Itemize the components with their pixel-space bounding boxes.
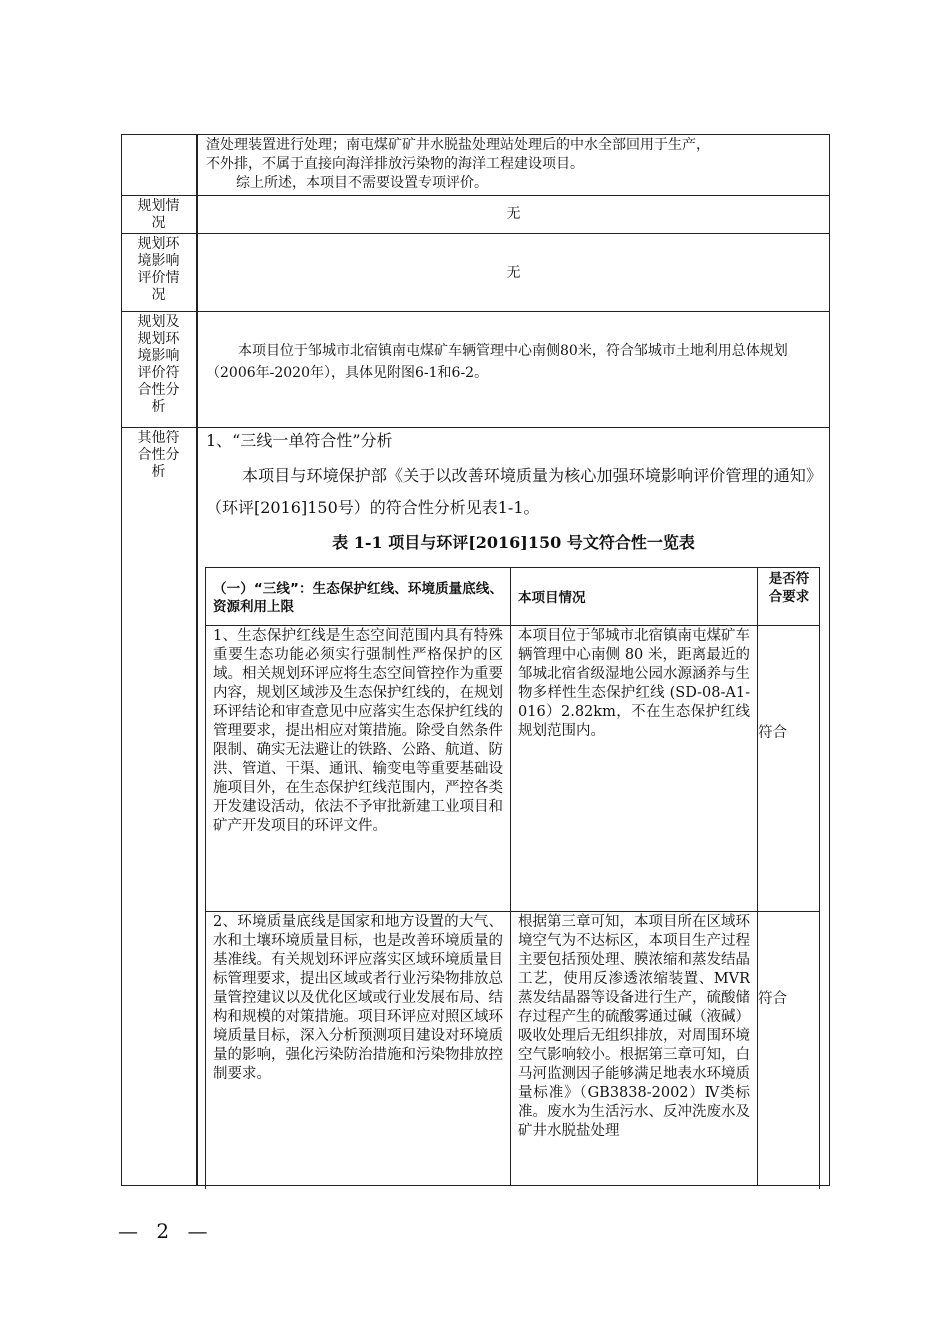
requirement-environmental-quality: 2、环境质量底线是国家和地方设置的大气、水和土壤环境质量目标，也是改善环境质量的基准线。有关规划环评应落实区域环境质量目标管理要求，提出区域或者行业污染物排放总量管控建议以及优化区域或行业发展布局、结构和规模的对策措施。项目环评应对照区域环境质量目标，深入分析预测项目建设对环境质量的影响，强化污染防治措施和污染物排放控制要求。	[213, 914, 503, 1082]
label-column-divider	[196, 134, 198, 1186]
header-requirement: （一）“三线”：生态保护红线、环境质量底线、资源利用上限	[213, 581, 503, 615]
result-environmental-quality: 符合	[758, 991, 787, 1007]
compliance-row-divider	[205, 911, 820, 912]
planning-eia-value: 无	[506, 265, 521, 281]
continued-text-line-2: 不外排，不属于直接向海洋排放污染物的海洋工程建设项目。	[206, 156, 584, 172]
analysis-paragraph: 本项目与环境保护部《关于以改善环境质量为核心加强环境影响评价管理的通知》（环评[2016]150号）的符合性分析见表1-1。	[206, 466, 822, 517]
continued-text-line-1: 渣处理装置进行处理；南屯煤矿矿井水脱盐处理站处理后的中水全部回用于生产，	[206, 137, 710, 153]
compliance-row-divider	[205, 625, 820, 626]
compliance-column-divider	[757, 567, 758, 1186]
conformity-text: 本项目位于邹城市北宿镇南屯煤矿车辆管理中心南侧80米，符合邹城市土地利用总体规划（2006年-2020年），具体见附图6-1和6-2。	[206, 343, 788, 381]
project-ecological-redline: 本项目位于邹城市北宿镇南屯煤矿车辆管理中心南侧 80 米，距离最近的邹城北宿省级湿地公园水源涵养与生物多样性生态保护红线 (SD-08-A1-016）2.82km，不在生态保护红线规划范围内。	[518, 628, 750, 739]
planning-label: 规划情况	[137, 198, 180, 231]
planning-value: 无	[506, 206, 521, 222]
row-divider	[121, 427, 830, 428]
continued-text-line-3: 综上所述，本项目不需要设置专项评价。	[236, 175, 488, 191]
page-number: — 2 —	[118, 1219, 214, 1243]
result-ecological-redline: 符合	[758, 725, 787, 741]
section-heading: 1、“三线一单符合性”分析	[206, 431, 393, 450]
row-divider	[121, 311, 830, 312]
conformity-label: 规划及规划环境影响评价符合性分析	[137, 314, 180, 415]
row-divider	[121, 195, 830, 196]
row-divider	[121, 233, 830, 234]
compliance-column-divider	[510, 567, 511, 1186]
other-analysis-label: 其他符合性分析	[137, 430, 180, 480]
header-project-status: 本项目情况	[518, 590, 586, 606]
requirement-ecological-redline: 1、生态保护红线是生态空间范围内具有特殊重要生态功能必须实行强制性严格保护的区域。相关规划环评应将生态空间管控作为重要内容，规划区域涉及生态保护红线的，在规划环评结论和审查意见中应落实生态保护红线的管理要求，提出相应对策措施。除受自然条件限制、确实无法避让的铁路、公路、航道、防洪、管道、干渠、通讯、输变电等重要基础设施项目外，在生态保护红线范围内，严控各类开发建设活动，依法不予审批新建工业项目和矿产开发项目的环评文件。	[213, 628, 503, 834]
planning-eia-label: 规划环境影响评价情况	[137, 236, 180, 303]
project-environmental-quality: 根据第三章可知，本项目所在区域环境空气为不达标区，本项目生产过程主要包括预处理、膜浓缩和蒸发结晶工艺，使用反渗透浓缩装置、MVR 蒸发结晶器等设备进行生产，硫酸储存过程产生的硫酸雾通过碱（液碱）吸收处理后无组织排放，对周围环境空气影响较小。根据第三章可知，白马河监测因子能够满足地表水环境质量标准》（GB3838-2002）Ⅳ类标准。废水为生活污水、反冲洗废水及矿井水脱盐处理	[518, 914, 750, 1139]
table-title: 表 1-1 项目与环评[2016]150 号文符合性一览表	[332, 533, 695, 552]
header-conformity: 是否符合要求	[768, 571, 810, 605]
